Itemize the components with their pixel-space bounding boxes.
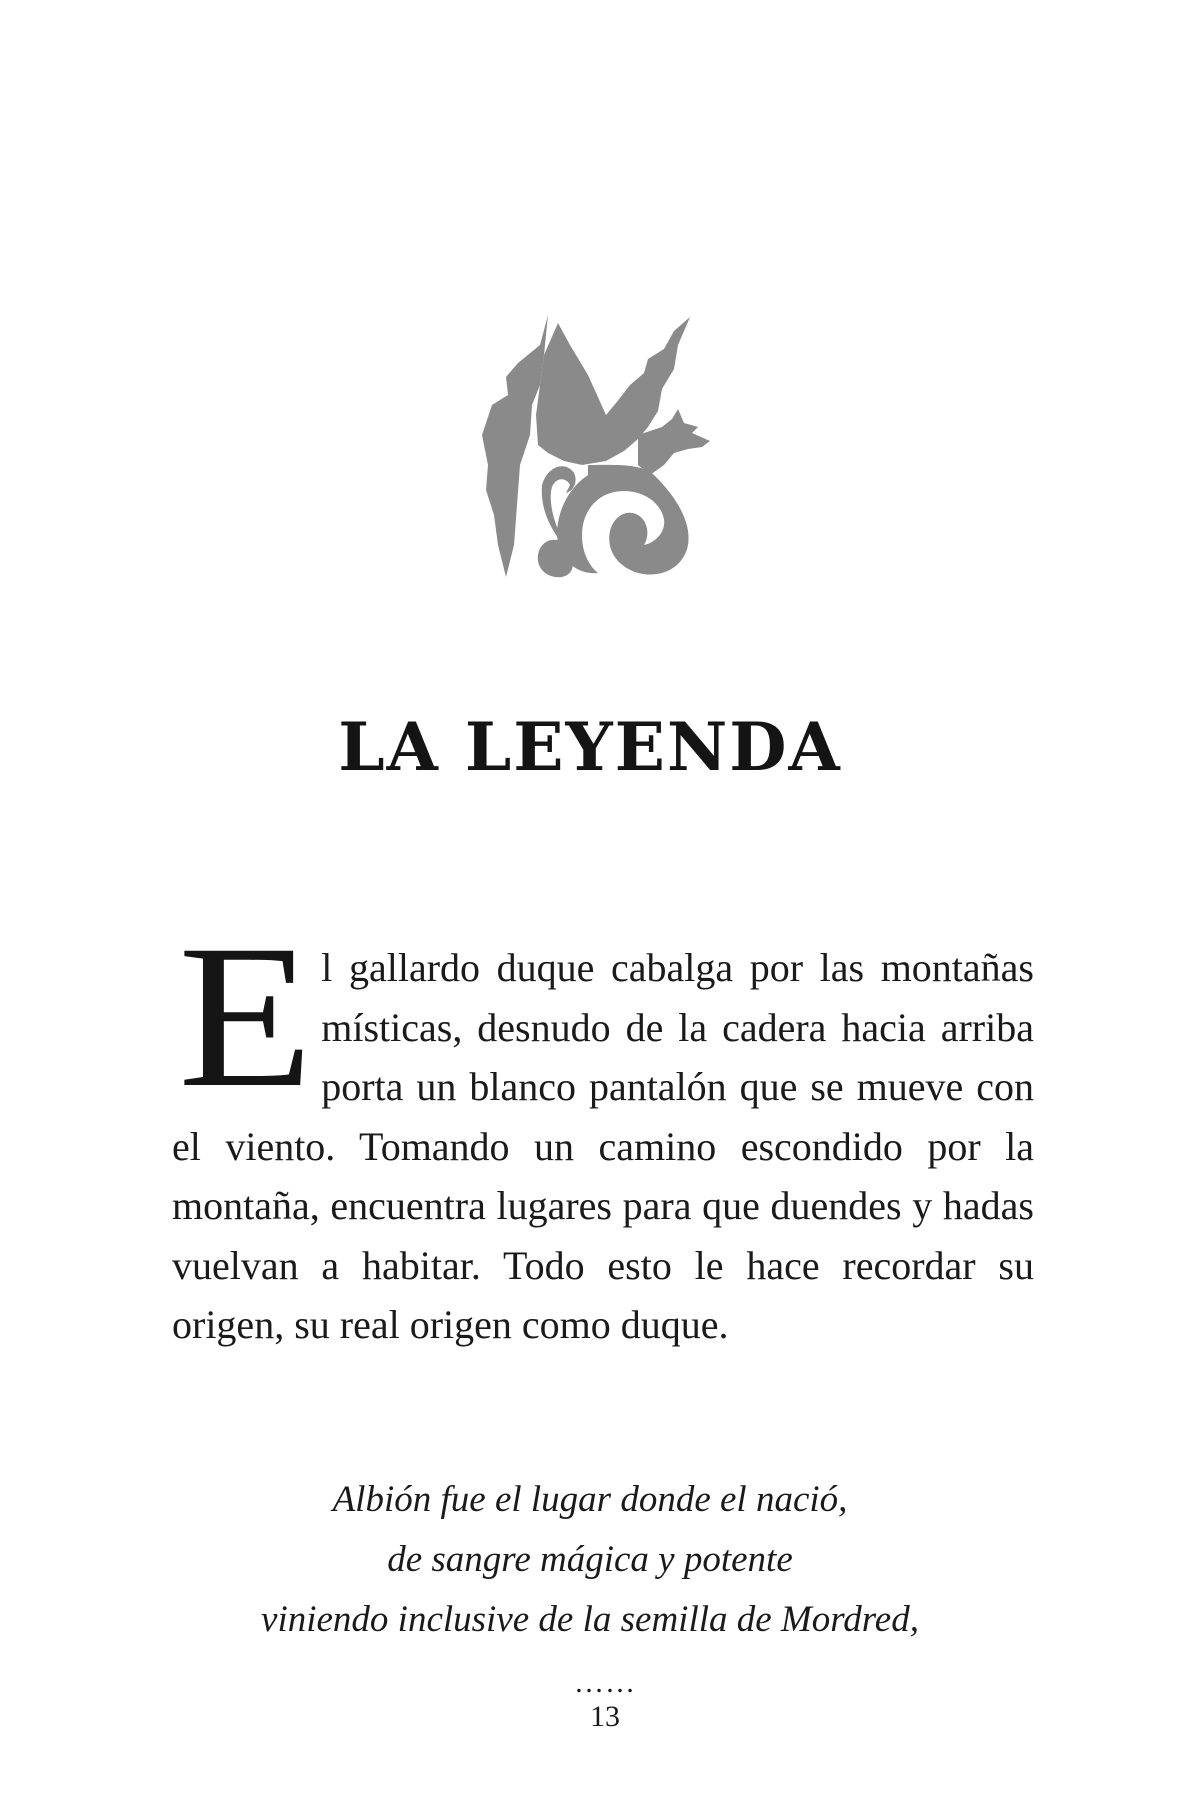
verse-block (0, 1470, 1180, 1650)
page-number: 13 (590, 1700, 620, 1733)
verse-line: Albión fue el lugar donde el nació, (332, 1479, 848, 1520)
chapter-title: LA LEYENDA (338, 708, 842, 786)
drop-cap: E (178, 903, 314, 1130)
dragon-emblem-icon (478, 315, 726, 585)
verse-line: de sangre mágica y potente (387, 1539, 793, 1580)
continuation-marker: …… (574, 1666, 636, 1699)
paragraph-text: l gallardo duque cabalga por las montañas místicas, desnudo de la cadera hacia arriba porta un blanco pantalón que se mueve con el viento. Tomando un camino escondido por la montaña, encuentra lugares para que duendes y hadas vuelvan a habitar. Todo esto le hace recordar su origen, su real origen como duque. (172, 945, 1034, 1347)
verse-line: viniendo inclusive de la semilla de Mordred, (261, 1599, 919, 1640)
body-paragraph (172, 903, 1034, 1355)
